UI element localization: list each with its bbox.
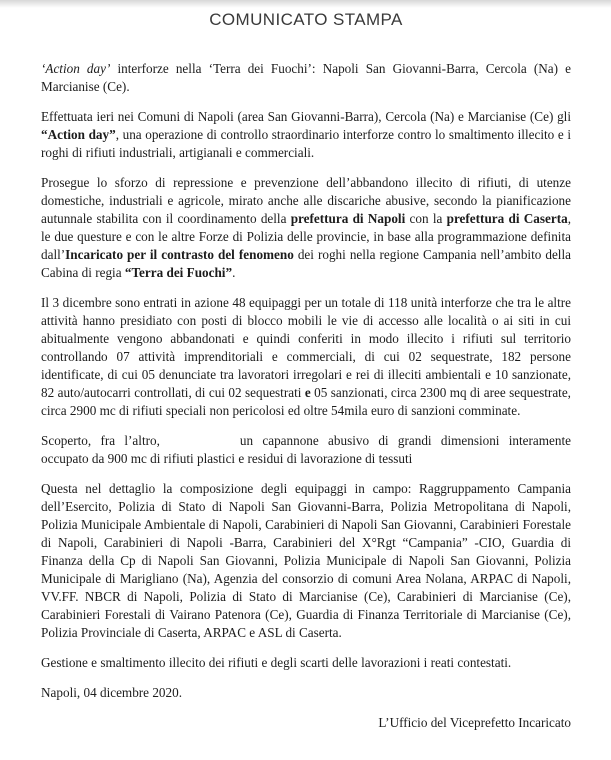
text-segment: , le due questure e con le altre Forze di Polizia delle provincie, in base alla programmazione definita dall’ [41, 211, 571, 262]
paragraph-dateline [41, 684, 571, 702]
paragraph-results [41, 294, 571, 420]
text-segment: un capannone abusivo di grandi dimensioni interamente occupato da 900 mc di rifiuti plastici e residui di lavorazione di tessuti [41, 433, 571, 466]
blank-gap [160, 432, 240, 450]
paragraph-coordination [41, 174, 571, 282]
document-title: COMUNICATO STAMPA [209, 10, 403, 29]
text-segment: prefettura di Napoli [290, 211, 406, 226]
text-segment: Effettuata ieri nei Comuni di Napoli (area San Giovanni-Barra), Cercola (Na) e Marcianise (Ce) gli [41, 109, 571, 124]
text-segment: Prosegue lo sforzo di repressione e prevenzione dell’abbandono illecito di rifiuti, di utenze domestiche, industriali e agricole, mirato anche alle discariche abusive, secondo la pianificazione autunnale stabilita con il coordinamento della [41, 175, 571, 226]
paragraph-discovery [41, 432, 571, 468]
text-segment: , una operazione di controllo straordinario interforze contro lo smaltimento illecito e i roghi di rifiuti industriali, artigianali e commerciali. [41, 127, 571, 160]
paragraph-signature [41, 714, 571, 732]
text-segment: Gestione e smaltimento illecito dei rifiuti e degli scarti delle lavorazioni i reati contestati. [41, 655, 512, 670]
paragraph-intro [41, 108, 571, 162]
text-segment: . [232, 265, 236, 280]
text-segment: con la [405, 211, 447, 226]
text-segment: prefettura di Caserta [446, 211, 568, 226]
text-segment: L’Ufficio del Viceprefetto Incaricato [378, 715, 571, 730]
text-segment: “Action day” [41, 127, 116, 142]
text-segment: Incaricato per il contrasto del fenomeno [65, 247, 294, 262]
text-segment: interforze nella ‘Terra dei Fuochi’: Napoli San Giovanni-Barra, Cercola (Na) e Marcianise (Ce). [41, 61, 571, 94]
text-segment: Il 3 dicembre sono entrati in azione 48 equipaggi per un totale di 118 unità interforze che tra le altre attività hanno presidiato con posti di blocco mobili le vie di accesso alle località o ai siti in cui abitualmente vengono abbandonati e quindi conferiti in modo illecito i rifiuti sul territorio controllando 07 attività imprenditoriali e commerciali, di cui 02 sequestrate, 182 persone identificate, di cui 05 denunciate tra lavoratori irregolari e rei di illeciti ambientali e 10 sanzionate, 82 auto/autocarri controllati, di cui 02 sequestrati [41, 295, 571, 400]
text-segment: e [304, 385, 311, 400]
text-segment: Questa nel dettaglio la composizione degli equipaggi in campo: Raggruppamento Campania dell’Esercito, Polizia di Stato di Napoli San Giovanni-Barra, Polizia Metropolitana di Napoli, Polizia Municipale Ambientale di Napoli, Carabinieri di Napoli San Giovanni, Carabinieri Forestale di Napoli, Carabinieri di Napoli -Barra, Carabinieri del X°Rgt “Campania” -CIO, Guardia di Finanza della Cp di Napoli San Giovanni, Polizia Municipale di Napoli San Giovanni, Polizia Municipale di Marigliano (Na), Agenzia del consorzio di comuni Area Nolana, ARPAC di Napoli, VV.FF. NBCR di Napoli, Polizia di Stato di Marcianise (Ce), Carabinieri di Marcianise (Ce), Carabinieri Forestali di Vairano Patenora (Ce), Guardia di Finanza Territoriale di Marcianise (Ce), Polizia Provinciale di Caserta, ARPAC e ASL di Caserta. [41, 481, 571, 640]
scan-edge-shadow [0, 0, 611, 8]
text-segment: “Terra dei Fuochi” [124, 265, 233, 280]
text-segment: ‘Action day’ [41, 61, 111, 76]
paragraph-headline [41, 60, 571, 96]
paragraph-charges [41, 654, 571, 672]
text-segment: dei roghi nella regione Campania nell’ambito della Cabina di regia [41, 247, 571, 280]
text-segment: 05 sanzionati, circa 2300 mq di aree sequestrate, circa 2900 mc di rifiuti speciali non pericolosi ed oltre 54mila euro di sanzioni comminate. [41, 385, 571, 418]
paragraph-crews [41, 480, 571, 642]
text-segment: Scoperto, fra l’altro, [41, 433, 160, 448]
text-segment: Napoli, 04 dicembre 2020. [41, 685, 182, 700]
